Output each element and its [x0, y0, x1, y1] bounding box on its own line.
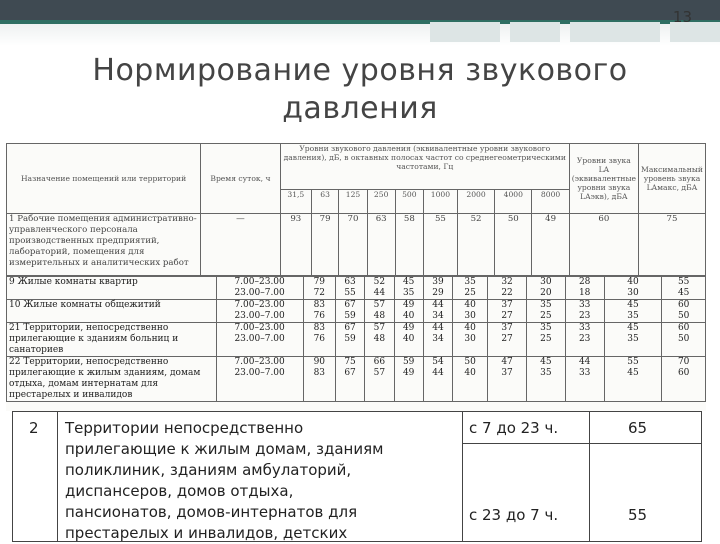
value: 83 — [313, 368, 326, 378]
time-value: 7.00–23.00 — [234, 323, 285, 333]
value: 27 — [501, 334, 513, 344]
row-value — [662, 323, 706, 357]
freq-label: 2000 — [457, 190, 494, 214]
row-value — [526, 300, 565, 323]
row-value — [565, 323, 604, 357]
table-row — [7, 323, 706, 357]
row-times — [216, 277, 303, 300]
value: 35 — [540, 368, 552, 378]
value: 30 — [464, 334, 476, 344]
header-col-name: Назначение помещений или территорий — [7, 144, 201, 214]
value: 45 — [627, 300, 639, 310]
row-value: 60 — [569, 214, 638, 276]
col-divider — [462, 412, 463, 541]
table-row — [7, 357, 706, 402]
value: 67 — [344, 368, 356, 378]
value: 35 — [540, 323, 552, 333]
time-value: 7.00–23.00 — [234, 300, 285, 310]
col-divider — [589, 412, 590, 541]
value: 76 — [313, 334, 326, 344]
row-value: 79 — [311, 214, 339, 276]
row-value — [453, 357, 488, 402]
row-value — [604, 323, 662, 357]
row-value: 55 — [423, 214, 457, 276]
row-value — [526, 323, 565, 357]
value: 23 — [578, 334, 591, 344]
time-value: 23.00–7.00 — [234, 368, 285, 378]
value: 67 — [344, 323, 356, 333]
time-day: с 7 до 23 ч. — [469, 419, 559, 437]
row-value — [423, 300, 452, 323]
title-line-1: Нормирование уровня звукового — [92, 53, 628, 88]
value: 34 — [432, 311, 444, 321]
value: 40 — [464, 323, 476, 333]
row-value — [365, 357, 394, 402]
row-value — [453, 300, 488, 323]
row-value — [526, 357, 565, 402]
row-value — [335, 277, 364, 300]
row-value: 49 — [532, 214, 569, 276]
row-value — [604, 277, 662, 300]
row-times — [216, 323, 303, 357]
row-value: 75 — [639, 214, 706, 276]
row-value — [335, 300, 364, 323]
value: 45 — [402, 277, 415, 287]
row-divider — [462, 443, 701, 444]
time-value: 23.00–7.00 — [234, 288, 285, 298]
row-value — [604, 300, 662, 323]
value: 48 — [373, 334, 386, 344]
slide-number: 13 — [672, 8, 692, 26]
value: 37 — [501, 323, 513, 333]
scan-rows-table — [6, 276, 706, 402]
row-value: 93 — [280, 214, 311, 276]
description-line: Территории непосредственно — [65, 419, 304, 437]
freq-label: 125 — [339, 190, 367, 214]
row-value — [662, 357, 706, 402]
header-col-lamax: Максимальный уровень звука LAмакс, дБА — [639, 144, 706, 214]
value: 32 — [501, 277, 513, 287]
header-col-la: Уровни звука LA (эквивалентные уровни звука LAэкв), дБА — [569, 144, 638, 214]
row-value — [488, 277, 527, 300]
row-number: 2 — [29, 419, 39, 437]
value: 44 — [432, 368, 444, 378]
value: 70 — [677, 357, 690, 367]
value: 40 — [402, 334, 415, 344]
time-value: 7.00–23.00 — [234, 277, 285, 287]
value: 40 — [627, 277, 639, 287]
row-value — [335, 323, 364, 357]
value: 67 — [344, 300, 356, 310]
value: 40 — [464, 300, 476, 310]
row-name: 22 Территории, непосредственно прилегающие к жилым зданиям, домам отдыха, домам интернатам для престарелых и инвалидов — [7, 357, 217, 402]
row-value — [394, 277, 423, 300]
value: 52 — [373, 277, 386, 287]
value: 57 — [373, 323, 386, 333]
row-value — [365, 300, 394, 323]
title-line-2: давления — [282, 91, 438, 126]
time-value: 23.00–7.00 — [234, 334, 285, 344]
value: 39 — [432, 277, 444, 287]
row-value — [394, 323, 423, 357]
description-line: поликлиник, зданиям амбулаторий, — [65, 461, 352, 479]
freq-label: 1000 — [423, 190, 457, 214]
freq-label: 31,5 — [280, 190, 311, 214]
row-name: 9 Жилые комнаты квартир — [7, 277, 217, 300]
territory-description — [65, 418, 457, 544]
header-bar — [0, 0, 720, 20]
row-name: 10 Жилые комнаты общежитий — [7, 300, 217, 323]
row-value — [394, 357, 423, 402]
value: 35 — [627, 334, 639, 344]
row-value: 70 — [339, 214, 367, 276]
value: 50 — [677, 311, 690, 321]
value: 72 — [313, 288, 326, 298]
value: 50 — [677, 334, 690, 344]
row-value — [335, 357, 364, 402]
row-value — [565, 357, 604, 402]
description-line: прилегающие к жилым домам, зданиям — [65, 440, 384, 458]
value: 59 — [402, 357, 415, 367]
value: 35 — [627, 311, 639, 321]
freq-label: 8000 — [532, 190, 569, 214]
value: 49 — [402, 300, 415, 310]
row-value — [365, 277, 394, 300]
value: 44 — [432, 300, 444, 310]
time-value: 23.00–7.00 — [234, 311, 285, 321]
value: 55 — [677, 277, 690, 287]
description-line: пансионатов, домов-интернатов для — [65, 503, 358, 521]
value: 48 — [373, 311, 386, 321]
row-times — [216, 300, 303, 323]
scanned-norms-table — [6, 143, 706, 411]
row-value — [604, 357, 662, 402]
value: 35 — [540, 300, 552, 310]
value: 37 — [501, 368, 513, 378]
value: 59 — [344, 334, 356, 344]
value: 66 — [373, 357, 386, 367]
value: 33 — [578, 300, 591, 310]
value: 44 — [373, 288, 386, 298]
row-value — [488, 323, 527, 357]
row-value — [488, 300, 527, 323]
header-col-time: Время суток, ч — [201, 144, 281, 214]
value-night: 55 — [628, 506, 648, 524]
value: 50 — [464, 357, 476, 367]
time-night: с 23 до 7 ч. — [469, 506, 559, 524]
row-name: 21 Территории, непосредственно прилегающие к зданиям больниц и санаториев — [7, 323, 217, 357]
row-value — [453, 277, 488, 300]
value: 57 — [373, 368, 386, 378]
row-value — [565, 300, 604, 323]
value: 22 — [501, 288, 513, 298]
row-value — [365, 323, 394, 357]
scan-header-table — [6, 143, 706, 276]
value: 54 — [432, 357, 444, 367]
value: 55 — [344, 288, 356, 298]
row-value — [303, 277, 335, 300]
value: 76 — [313, 311, 326, 321]
description-line: престарелых и инвалидов, детских — [65, 524, 348, 542]
value: 20 — [540, 288, 552, 298]
value: 35 — [402, 288, 415, 298]
bottom-norms-table — [12, 411, 702, 542]
row-value — [662, 277, 706, 300]
row-times — [216, 357, 303, 402]
row-value — [423, 277, 452, 300]
value: 83 — [313, 300, 326, 310]
freq-label: 250 — [367, 190, 395, 214]
row-value — [453, 323, 488, 357]
freq-label: 63 — [311, 190, 339, 214]
slide-title — [40, 52, 680, 128]
row-time: — — [201, 214, 281, 276]
time-value: 7.00–23.00 — [234, 357, 285, 367]
value: 28 — [578, 277, 591, 287]
value: 25 — [540, 334, 552, 344]
row-value — [303, 357, 335, 402]
value: 40 — [464, 368, 476, 378]
value: 23 — [578, 311, 591, 321]
value: 83 — [313, 323, 326, 333]
value: 60 — [677, 368, 690, 378]
value: 35 — [464, 277, 476, 287]
row-value — [303, 300, 335, 323]
value: 40 — [402, 311, 415, 321]
value: 45 — [627, 368, 639, 378]
row-value — [565, 277, 604, 300]
value: 33 — [578, 323, 591, 333]
row-value: 50 — [495, 214, 532, 276]
row-name: 1 Рабочие помещения административно-управленческого персонала производственных предприятий, лабораторий, помещения для измерительных и аналитических работ — [7, 214, 201, 276]
value: 90 — [313, 357, 326, 367]
description-line: диспансеров, домов отдыха, — [65, 482, 294, 500]
row-value — [394, 300, 423, 323]
value: 30 — [464, 311, 476, 321]
value: 30 — [627, 288, 639, 298]
header-octave-group: Уровни звукового давления (эквивалентные уровни звукового давления), дБ, в октавных полосах частот со среднегеометрическими частотами, Гц — [280, 144, 569, 190]
value: 25 — [464, 288, 476, 298]
table-row — [7, 214, 706, 276]
value: 33 — [578, 368, 591, 378]
value: 27 — [501, 311, 513, 321]
value: 29 — [432, 288, 444, 298]
col-divider — [57, 412, 58, 541]
value: 44 — [578, 357, 591, 367]
row-value — [423, 323, 452, 357]
table-row — [7, 300, 706, 323]
value: 59 — [344, 311, 356, 321]
row-value — [662, 300, 706, 323]
value: 45 — [627, 323, 639, 333]
row-value — [526, 277, 565, 300]
row-value: 63 — [367, 214, 395, 276]
value-day: 65 — [628, 419, 648, 437]
value: 79 — [313, 277, 326, 287]
value: 55 — [627, 357, 639, 367]
table-row — [7, 277, 706, 300]
value: 57 — [373, 300, 386, 310]
value: 25 — [540, 311, 552, 321]
value: 44 — [432, 323, 444, 333]
value: 45 — [677, 288, 690, 298]
freq-label: 500 — [395, 190, 423, 214]
value: 49 — [402, 368, 415, 378]
value: 37 — [501, 300, 513, 310]
row-value — [423, 357, 452, 402]
row-value: 58 — [395, 214, 423, 276]
row-value — [303, 323, 335, 357]
value: 75 — [344, 357, 356, 367]
value: 60 — [677, 300, 690, 310]
value: 63 — [344, 277, 356, 287]
value: 60 — [677, 323, 690, 333]
row-value: 52 — [457, 214, 494, 276]
value: 45 — [540, 357, 552, 367]
value: 18 — [578, 288, 591, 298]
value: 47 — [501, 357, 513, 367]
value: 30 — [540, 277, 552, 287]
value: 34 — [432, 334, 444, 344]
value: 49 — [402, 323, 415, 333]
freq-label: 4000 — [495, 190, 532, 214]
row-value — [488, 357, 527, 402]
